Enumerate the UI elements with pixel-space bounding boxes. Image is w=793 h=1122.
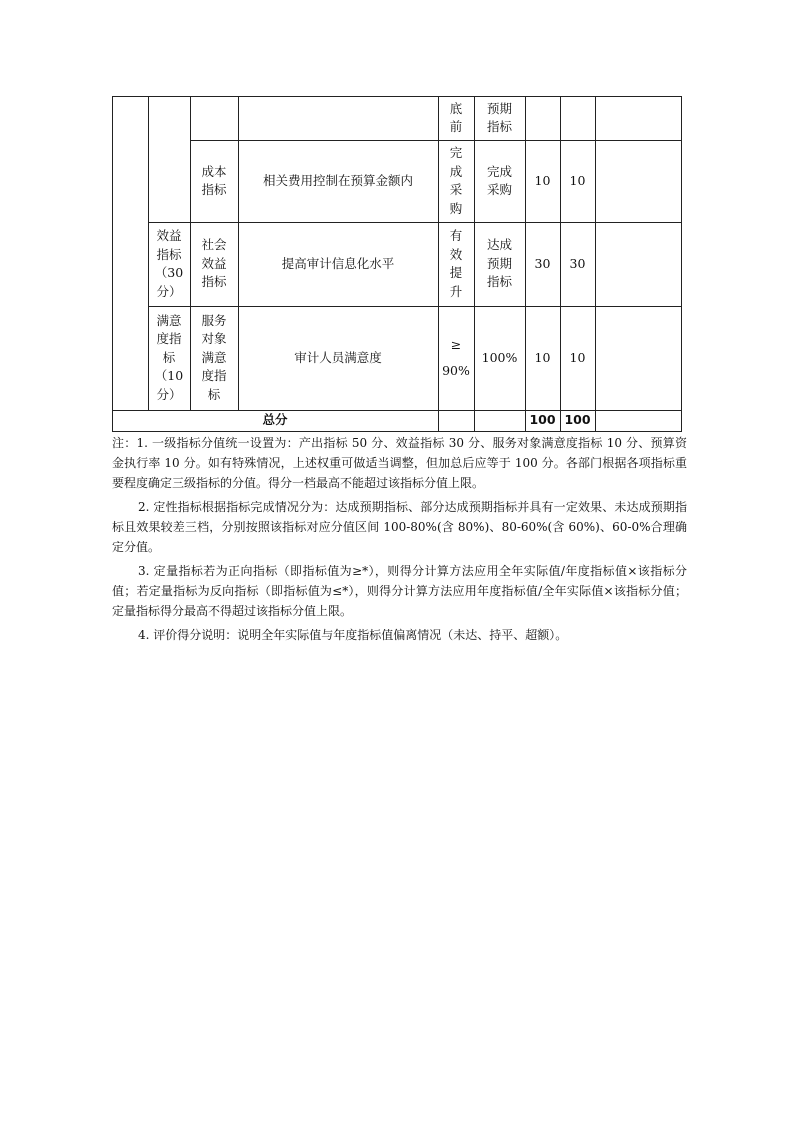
note-4: 4. 评价得分说明：说明全年实际值与年度指标值偏离情况（未达、持平、超额）。 <box>138 628 568 642</box>
weight-cell: 30 <box>534 255 551 271</box>
table-notes <box>112 433 687 645</box>
indicator-content-cell: 提高审计信息化水平 <box>281 255 395 271</box>
score-cell: 10 <box>569 172 586 188</box>
primary-indicator-cell: 满意 度指 标 （10 分） <box>154 312 184 402</box>
target-value-cell: ≥ 90% <box>442 337 470 378</box>
secondary-indicator-cell: 服务 对象 满意 度指 标 <box>201 312 227 402</box>
total-weight: 100 <box>529 412 556 428</box>
total-label: 总分 <box>262 412 288 428</box>
performance-indicator-table <box>112 96 682 432</box>
target-desc-cell: 预期 指标 <box>486 100 512 134</box>
target-value-cell: 有 效 提 升 <box>449 228 463 299</box>
weight-cell: 10 <box>534 349 551 365</box>
indicator-content-cell: 审计人员满意度 <box>294 349 382 365</box>
col-divider <box>681 96 682 432</box>
col-divider <box>112 96 113 432</box>
score-cell: 30 <box>569 255 586 271</box>
target-desc-cell: 达成 预期 指标 <box>486 237 512 290</box>
score-cell: 10 <box>569 349 586 365</box>
table-bottom-border <box>112 431 682 432</box>
secondary-indicator-cell: 成本 指标 <box>201 163 227 197</box>
note-3: 3. 定量指标若为正向指标（即指标值为≥*），则得分计算方法应用全年实际值/年度指标值×该指标分值；若定量指标为反向指标（即指标值为≤*），则得分计算方法应用年度指标值/全年实际值×该指标分值；定量指标得分最高不得超过该指标分值上限。 <box>112 564 687 618</box>
indicator-content-cell: 相关费用控制在预算金额内 <box>262 172 413 188</box>
target-value-cell: 完 成 采 购 <box>449 145 463 216</box>
target-value-cell: 底 前 <box>449 100 463 134</box>
target-desc-cell: 100% <box>481 349 518 365</box>
col-divider <box>595 96 596 432</box>
target-desc-cell: 完成 采购 <box>486 163 512 197</box>
total-score: 100 <box>564 412 591 428</box>
note-1: 注：1. 一级指标分值统一设置为：产出指标 50 分、效益指标 30 分、服务对象满意度指标 10 分、预算资金执行率 10 分。如有特殊情况，上述权重可做适当调整，但加总后应等于 100 分。各部门根据各项指标重要程度确定三级指标的分值。得分一档最高不能超过该指标分值上限。 <box>112 436 687 490</box>
note-2: 2. 定性指标根据指标完成情况分为：达成预期指标、部分达成预期指标并具有一定效果、未达成预期指标且效果较差三档，分别按照该指标对应分值区间 100-80%(含 80%)、80-60%(含 60%)、60-0%合理确定分值。 <box>112 500 687 554</box>
weight-cell: 10 <box>534 172 551 188</box>
secondary-indicator-cell: 社会 效益 指标 <box>201 237 227 290</box>
table-top-border <box>112 96 682 97</box>
primary-indicator-cell: 效益 指标 （30 分） <box>154 228 184 299</box>
